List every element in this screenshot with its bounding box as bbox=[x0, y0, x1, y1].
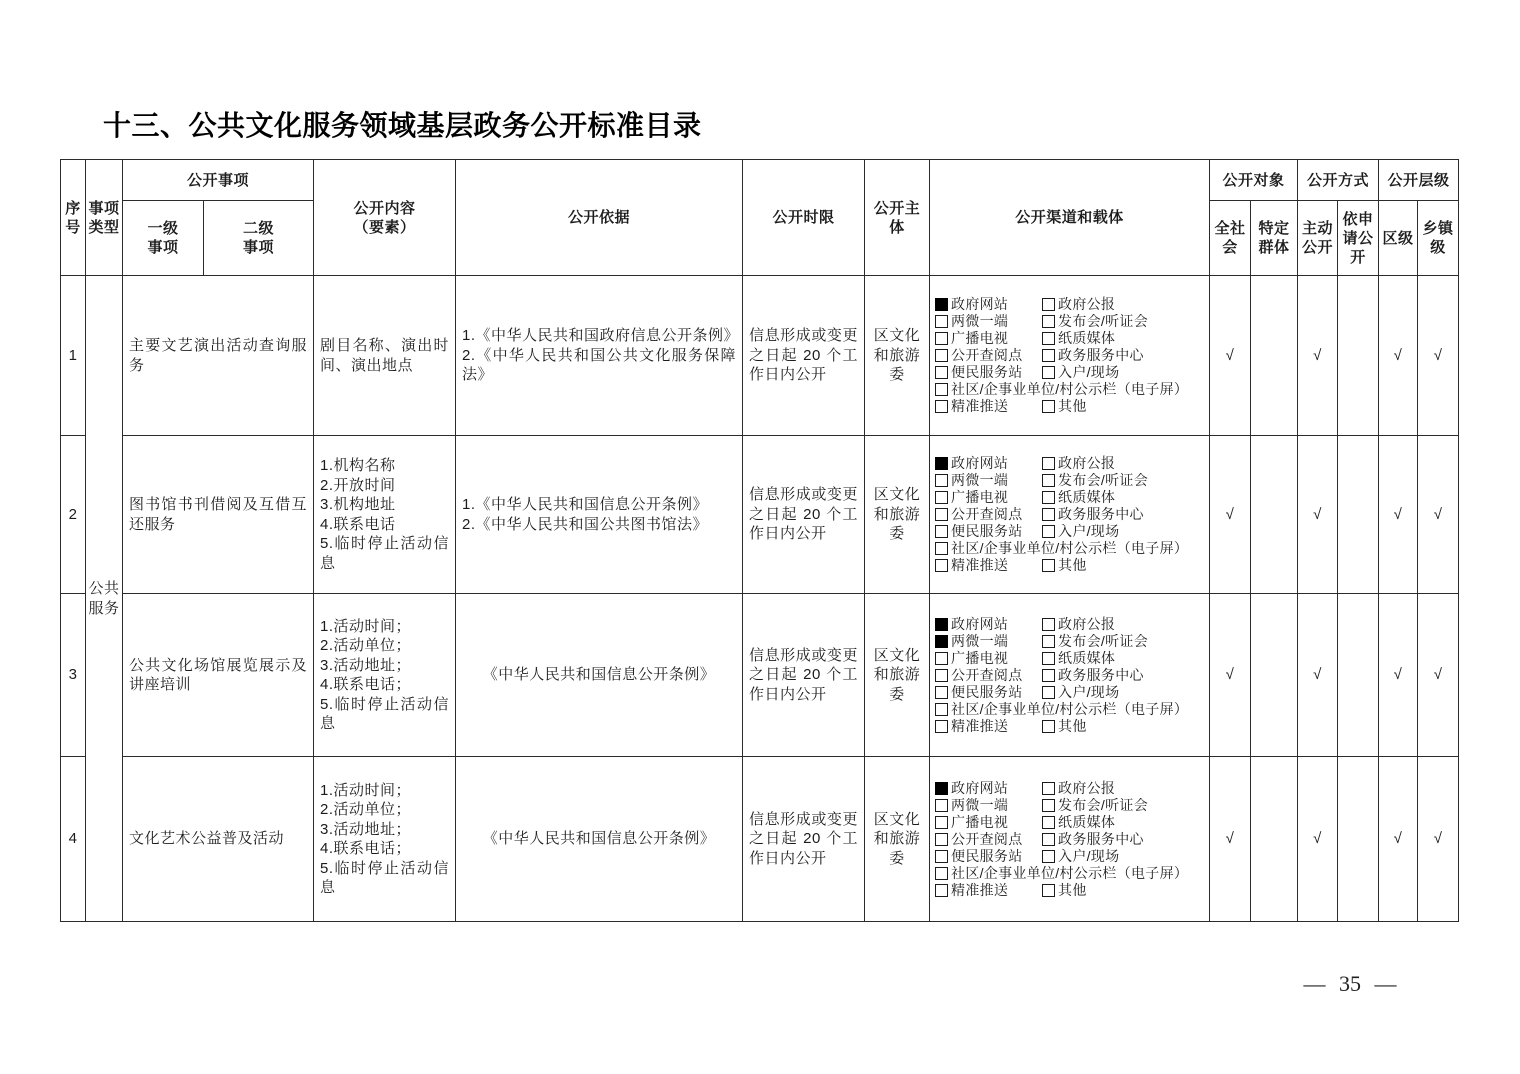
checkbox-unchecked-icon bbox=[1042, 816, 1055, 829]
header-audience-all: 全社会 bbox=[1210, 201, 1251, 276]
text-line: 4.联系电话； bbox=[320, 676, 412, 693]
text-line: 5.临时停止活动信息 bbox=[320, 535, 450, 572]
channel-label: 入户/现场 bbox=[1058, 364, 1120, 380]
channel-label: 两微一端 bbox=[951, 632, 1009, 649]
channel-option bbox=[1042, 633, 1207, 650]
cell-mark-audience-specific bbox=[1251, 594, 1298, 757]
cell-time-limit: 信息形成或变更之日起 20 个工作日内公开 bbox=[743, 276, 865, 436]
checkbox-unchecked-icon bbox=[1042, 525, 1055, 538]
cell-channels bbox=[930, 757, 1210, 922]
channel-option bbox=[1042, 398, 1207, 415]
channel-label: 入户/现场 bbox=[1058, 847, 1120, 864]
text-line: 1.活动时间； bbox=[320, 781, 412, 799]
cell-mark-audience-all: √ bbox=[1210, 757, 1251, 922]
channel-option bbox=[1042, 831, 1207, 848]
checkbox-unchecked-icon bbox=[1042, 491, 1055, 504]
cell-mark-method-active: √ bbox=[1298, 276, 1338, 436]
cell-content bbox=[314, 757, 456, 922]
checkbox-unchecked-icon bbox=[935, 686, 948, 699]
channel-label: 政务服务中心 bbox=[1058, 506, 1144, 522]
header-audience: 公开对象 bbox=[1210, 160, 1298, 201]
channel-option bbox=[1042, 523, 1207, 540]
text-line: 《中华人民共和国信息公开条例》 bbox=[482, 830, 716, 848]
cell-mark-audience-specific bbox=[1251, 757, 1298, 922]
checkbox-unchecked-icon bbox=[935, 703, 948, 716]
checkbox-checked-icon bbox=[935, 298, 948, 311]
header-channels: 公开渠道和载体 bbox=[930, 160, 1210, 276]
text-line: （要素） bbox=[353, 218, 416, 236]
checkbox-unchecked-icon bbox=[1042, 366, 1055, 379]
channel-option bbox=[935, 296, 1042, 313]
cell-mark-method-request bbox=[1338, 436, 1379, 594]
cell-mark-method-active: √ bbox=[1298, 436, 1338, 594]
channel-option bbox=[1042, 489, 1207, 506]
channel-option bbox=[935, 557, 1042, 574]
channel-label: 政府公报 bbox=[1058, 455, 1116, 471]
checkbox-unchecked-icon bbox=[1042, 508, 1055, 521]
channel-option bbox=[1042, 780, 1207, 797]
channel-label: 公开查阅点 bbox=[951, 347, 1023, 363]
cell-time-limit: 信息形成或变更之日起 20 个工作日内公开 bbox=[743, 594, 865, 757]
channel-label: 政府网站 bbox=[951, 455, 1009, 471]
checkbox-unchecked-icon bbox=[1042, 833, 1055, 846]
channel-option bbox=[935, 882, 1042, 899]
cell-content bbox=[314, 276, 456, 436]
channel-label: 精准推送 bbox=[951, 881, 1009, 898]
header-subject: 公开主体 bbox=[865, 160, 930, 276]
channel-label: 发布会/听证会 bbox=[1058, 313, 1149, 329]
cell-mark-level-township: √ bbox=[1418, 436, 1459, 594]
channel-option bbox=[935, 865, 1207, 882]
header-level: 公开层级 bbox=[1379, 160, 1459, 201]
channel-label: 公开查阅点 bbox=[951, 666, 1023, 683]
channel-option bbox=[1042, 718, 1207, 735]
channel-label: 其他 bbox=[1058, 881, 1087, 898]
checkbox-unchecked-icon bbox=[935, 349, 948, 362]
channel-option bbox=[935, 684, 1042, 701]
header-method: 公开方式 bbox=[1298, 160, 1379, 201]
text-line: 公开内容 bbox=[353, 199, 416, 217]
channel-option bbox=[935, 330, 1042, 347]
channel-option bbox=[935, 797, 1042, 814]
channel-option bbox=[935, 455, 1042, 472]
channel-label: 精准推送 bbox=[951, 717, 1009, 734]
checkbox-unchecked-icon bbox=[935, 669, 948, 682]
channel-option bbox=[1042, 557, 1207, 574]
channel-option bbox=[1042, 848, 1207, 865]
cell-seq: 1 bbox=[61, 276, 86, 436]
channel-label: 两微一端 bbox=[951, 796, 1009, 813]
checkbox-unchecked-icon bbox=[935, 559, 948, 572]
checkbox-checked-icon bbox=[935, 618, 948, 631]
channel-option bbox=[935, 347, 1042, 364]
cell-mark-method-request bbox=[1338, 757, 1379, 922]
checkbox-unchecked-icon bbox=[1042, 474, 1055, 487]
text-line: 1.机构名称 bbox=[320, 457, 396, 474]
header-item-type: 事项类型 bbox=[86, 160, 123, 276]
channel-option bbox=[1042, 364, 1207, 381]
channel-label: 精准推送 bbox=[951, 398, 1009, 414]
channel-option bbox=[935, 780, 1042, 797]
channel-label: 便民服务站 bbox=[951, 683, 1023, 700]
checkbox-unchecked-icon bbox=[1042, 686, 1055, 699]
checkbox-unchecked-icon bbox=[935, 383, 948, 396]
table-header-row-top bbox=[61, 160, 1459, 201]
cell-subject: 区文化和旅游委 bbox=[865, 757, 930, 922]
header-level-township: 乡镇级 bbox=[1418, 201, 1459, 276]
checkbox-unchecked-icon bbox=[1042, 315, 1055, 328]
channel-label: 政府公报 bbox=[1058, 296, 1116, 312]
channel-label: 广播电视 bbox=[951, 813, 1009, 830]
channel-option bbox=[1042, 296, 1207, 313]
cell-seq: 2 bbox=[61, 436, 86, 594]
table-row bbox=[61, 594, 1459, 757]
cell-time-limit: 信息形成或变更之日起 20 个工作日内公开 bbox=[743, 757, 865, 922]
channel-label: 便民服务站 bbox=[951, 523, 1023, 539]
cell-item: 主要文艺演出活动查询服务 bbox=[123, 276, 314, 436]
checkbox-unchecked-icon bbox=[935, 491, 948, 504]
channel-option bbox=[1042, 472, 1207, 489]
checkbox-unchecked-icon bbox=[935, 833, 948, 846]
channel-label: 政务服务中心 bbox=[1058, 830, 1144, 847]
channel-label: 其他 bbox=[1058, 398, 1087, 414]
cell-content bbox=[314, 594, 456, 757]
text-line: 2.《中华人民共和国公共文化服务保障法》 bbox=[462, 346, 737, 384]
header-level1-item bbox=[123, 201, 204, 276]
channel-option bbox=[1042, 313, 1207, 330]
channel-label: 社区/企事业单位/村公示栏（电子屏） bbox=[951, 864, 1189, 881]
channel-label: 便民服务站 bbox=[951, 364, 1023, 380]
channel-option bbox=[1042, 797, 1207, 814]
checkbox-unchecked-icon bbox=[935, 720, 948, 733]
channel-option bbox=[935, 814, 1042, 831]
cell-channels bbox=[930, 436, 1210, 594]
channel-label: 发布会/听证会 bbox=[1058, 472, 1149, 488]
table-row bbox=[61, 757, 1459, 922]
checkbox-unchecked-icon bbox=[935, 366, 948, 379]
text-line: 事项 bbox=[243, 239, 275, 256]
cell-mark-level-district: √ bbox=[1379, 276, 1418, 436]
channel-label: 纸质媒体 bbox=[1058, 330, 1116, 346]
channel-option bbox=[935, 506, 1042, 523]
cell-seq: 4 bbox=[61, 757, 86, 922]
checkbox-unchecked-icon bbox=[935, 884, 948, 897]
text-line: 3.机构地址 bbox=[320, 496, 396, 513]
cell-subject: 区文化和旅游委 bbox=[865, 276, 930, 436]
checkbox-unchecked-icon bbox=[1042, 850, 1055, 863]
text-line: 1.活动时间； bbox=[320, 617, 412, 635]
channel-label: 社区/企事业单位/村公示栏（电子屏） bbox=[951, 700, 1189, 717]
text-line: 4.联系电话； bbox=[320, 840, 412, 857]
cell-mark-method-active: √ bbox=[1298, 594, 1338, 757]
cell-item: 公共文化场馆展览展示及讲座培训 bbox=[123, 594, 314, 757]
cell-channels bbox=[930, 276, 1210, 436]
channel-label: 入户/现场 bbox=[1058, 523, 1120, 539]
cell-mark-audience-all: √ bbox=[1210, 276, 1251, 436]
channel-label: 广播电视 bbox=[951, 489, 1009, 505]
page-number: — 35 — bbox=[1303, 971, 1397, 996]
checkbox-unchecked-icon bbox=[1042, 669, 1055, 682]
table-row bbox=[61, 436, 1459, 594]
channel-label: 纸质媒体 bbox=[1058, 489, 1116, 505]
checkbox-checked-icon bbox=[935, 635, 948, 648]
checkbox-unchecked-icon bbox=[935, 652, 948, 665]
cell-item: 文化艺术公益普及活动 bbox=[123, 757, 314, 922]
cell-mark-audience-all: √ bbox=[1210, 436, 1251, 594]
checkbox-unchecked-icon bbox=[1042, 559, 1055, 572]
checkbox-unchecked-icon bbox=[935, 525, 948, 538]
table-row bbox=[61, 276, 1459, 436]
channel-option bbox=[935, 540, 1207, 557]
text-line: 5.临时停止活动信息 bbox=[320, 695, 450, 732]
checkbox-unchecked-icon bbox=[935, 474, 948, 487]
header-seq: 序号 bbox=[61, 160, 86, 276]
channel-list bbox=[935, 455, 1207, 574]
cell-mark-audience-all: √ bbox=[1210, 594, 1251, 757]
text-line: 《中华人民共和国信息公开条例》 bbox=[482, 666, 716, 684]
checkbox-unchecked-icon bbox=[935, 816, 948, 829]
text-line: 二级 bbox=[243, 220, 275, 237]
text-line: 2.开放时间 bbox=[320, 476, 396, 494]
cell-seq: 3 bbox=[61, 594, 86, 757]
checkbox-checked-icon bbox=[935, 457, 948, 470]
channel-option bbox=[935, 489, 1042, 506]
header-level-district: 区级 bbox=[1379, 201, 1418, 276]
checkbox-unchecked-icon bbox=[935, 315, 948, 328]
header-open-items: 公开事项 bbox=[123, 160, 314, 201]
checkbox-unchecked-icon bbox=[935, 867, 948, 880]
cell-mark-level-district: √ bbox=[1379, 436, 1418, 594]
channel-option bbox=[935, 364, 1042, 381]
checkbox-unchecked-icon bbox=[1042, 298, 1055, 311]
channel-list bbox=[935, 780, 1207, 899]
cell-basis bbox=[456, 594, 743, 757]
channel-label: 其他 bbox=[1058, 717, 1087, 734]
text-line: 5.临时停止活动信息 bbox=[320, 859, 450, 896]
header-method-request: 依申请公开 bbox=[1338, 201, 1379, 276]
cell-mark-level-district: √ bbox=[1379, 757, 1418, 922]
cell-subject: 区文化和旅游委 bbox=[865, 594, 930, 757]
channel-label: 纸质媒体 bbox=[1058, 813, 1116, 830]
cell-subject: 区文化和旅游委 bbox=[865, 436, 930, 594]
channel-label: 社区/企事业单位/村公示栏（电子屏） bbox=[951, 540, 1189, 556]
channel-option bbox=[935, 650, 1042, 667]
channel-option bbox=[935, 472, 1042, 489]
channel-list bbox=[935, 296, 1207, 415]
channel-label: 政府公报 bbox=[1058, 779, 1116, 796]
checkbox-unchecked-icon bbox=[1042, 720, 1055, 733]
checkbox-unchecked-icon bbox=[1042, 618, 1055, 631]
cell-mark-level-township: √ bbox=[1418, 594, 1459, 757]
checkbox-unchecked-icon bbox=[1042, 652, 1055, 665]
channel-label: 社区/企事业单位/村公示栏（电子屏） bbox=[951, 381, 1189, 397]
checkbox-unchecked-icon bbox=[1042, 332, 1055, 345]
cell-category: 公共服务 bbox=[86, 276, 123, 922]
text-line: 1.《中华人民共和国政府信息公开条例》 bbox=[462, 327, 740, 345]
channel-list bbox=[935, 616, 1207, 735]
text-line: 事项 bbox=[147, 239, 179, 256]
text-line: 3.活动地址； bbox=[320, 656, 412, 674]
cell-basis bbox=[456, 757, 743, 922]
cell-mark-audience-specific bbox=[1251, 276, 1298, 436]
channel-label: 广播电视 bbox=[951, 649, 1009, 666]
checkbox-unchecked-icon bbox=[935, 850, 948, 863]
channel-option bbox=[1042, 616, 1207, 633]
header-time-limit: 公开时限 bbox=[743, 160, 865, 276]
checkbox-unchecked-icon bbox=[935, 400, 948, 413]
cell-mark-audience-specific bbox=[1251, 436, 1298, 594]
channel-label: 政府网站 bbox=[951, 779, 1009, 796]
channel-option bbox=[935, 313, 1042, 330]
channel-option bbox=[935, 831, 1042, 848]
text-line: 3.活动地址； bbox=[320, 820, 412, 838]
channel-option bbox=[1042, 650, 1207, 667]
text-line: 剧目名称、演出时间、演出地点 bbox=[320, 337, 450, 374]
text-line: 1.《中华人民共和国信息公开条例》 bbox=[462, 496, 709, 513]
channel-label: 便民服务站 bbox=[951, 847, 1023, 864]
channel-label: 发布会/听证会 bbox=[1058, 796, 1149, 813]
channel-option bbox=[1042, 347, 1207, 364]
checkbox-unchecked-icon bbox=[935, 332, 948, 345]
channel-option bbox=[935, 701, 1207, 718]
channel-label: 公开查阅点 bbox=[951, 830, 1023, 847]
channel-label: 政府网站 bbox=[951, 296, 1009, 312]
page-title: 十三、公共文化服务领域基层政务公开标准目录 bbox=[103, 111, 702, 142]
checkbox-unchecked-icon bbox=[1042, 349, 1055, 362]
text-line: 2.《中华人民共和国公共图书馆法》 bbox=[462, 515, 709, 533]
text-line: 2.活动单位； bbox=[320, 637, 412, 654]
channel-option bbox=[935, 523, 1042, 540]
header-basis: 公开依据 bbox=[456, 160, 743, 276]
cell-basis bbox=[456, 436, 743, 594]
channel-label: 其他 bbox=[1058, 557, 1087, 573]
channel-label: 入户/现场 bbox=[1058, 683, 1120, 700]
channel-option bbox=[935, 398, 1042, 415]
cell-mark-level-district: √ bbox=[1379, 594, 1418, 757]
cell-mark-method-request bbox=[1338, 594, 1379, 757]
channel-label: 两微一端 bbox=[951, 313, 1009, 329]
channel-option bbox=[1042, 506, 1207, 523]
catalog-table bbox=[60, 159, 1459, 922]
header-level2-item bbox=[204, 201, 314, 276]
channel-option bbox=[1042, 455, 1207, 472]
cell-mark-level-township: √ bbox=[1418, 276, 1459, 436]
checkbox-checked-icon bbox=[935, 782, 948, 795]
cell-basis bbox=[456, 276, 743, 436]
checkbox-unchecked-icon bbox=[935, 508, 948, 521]
channel-option bbox=[1042, 684, 1207, 701]
channel-option bbox=[935, 633, 1042, 650]
checkbox-unchecked-icon bbox=[1042, 457, 1055, 470]
channel-option bbox=[1042, 667, 1207, 684]
channel-label: 广播电视 bbox=[951, 330, 1009, 346]
cell-mark-method-request bbox=[1338, 276, 1379, 436]
checkbox-unchecked-icon bbox=[1042, 400, 1055, 413]
checkbox-unchecked-icon bbox=[1042, 782, 1055, 795]
header-method-active: 主动公开 bbox=[1298, 201, 1338, 276]
header-content bbox=[314, 160, 456, 276]
text-line: 一级 bbox=[147, 220, 179, 237]
text-line: 4.联系电话 bbox=[320, 515, 396, 533]
checkbox-unchecked-icon bbox=[935, 799, 948, 812]
text-line: 2.活动单位； bbox=[320, 801, 412, 818]
checkbox-unchecked-icon bbox=[935, 542, 948, 555]
checkbox-unchecked-icon bbox=[1042, 799, 1055, 812]
cell-mark-method-active: √ bbox=[1298, 757, 1338, 922]
channel-option bbox=[1042, 330, 1207, 347]
channel-label: 政务服务中心 bbox=[1058, 666, 1144, 683]
channel-label: 纸质媒体 bbox=[1058, 649, 1116, 666]
checkbox-unchecked-icon bbox=[1042, 884, 1055, 897]
cell-content bbox=[314, 436, 456, 594]
channel-label: 政务服务中心 bbox=[1058, 347, 1144, 363]
cell-time-limit: 信息形成或变更之日起 20 个工作日内公开 bbox=[743, 436, 865, 594]
cell-mark-level-township: √ bbox=[1418, 757, 1459, 922]
channel-label: 政府公报 bbox=[1058, 615, 1116, 632]
channel-option bbox=[935, 718, 1042, 735]
channel-option bbox=[935, 381, 1207, 398]
checkbox-unchecked-icon bbox=[1042, 635, 1055, 648]
channel-option bbox=[1042, 882, 1207, 899]
channel-label: 两微一端 bbox=[951, 472, 1009, 488]
cell-item: 图书馆书刊借阅及互借互还服务 bbox=[123, 436, 314, 594]
channel-label: 政府网站 bbox=[951, 615, 1009, 632]
channel-option bbox=[935, 616, 1042, 633]
channel-option bbox=[935, 667, 1042, 684]
channel-option bbox=[1042, 814, 1207, 831]
channel-label: 精准推送 bbox=[951, 557, 1009, 573]
channel-label: 公开查阅点 bbox=[951, 506, 1023, 522]
cell-channels bbox=[930, 594, 1210, 757]
channel-option bbox=[935, 848, 1042, 865]
header-audience-specific: 特定群体 bbox=[1251, 201, 1298, 276]
channel-label: 发布会/听证会 bbox=[1058, 632, 1149, 649]
